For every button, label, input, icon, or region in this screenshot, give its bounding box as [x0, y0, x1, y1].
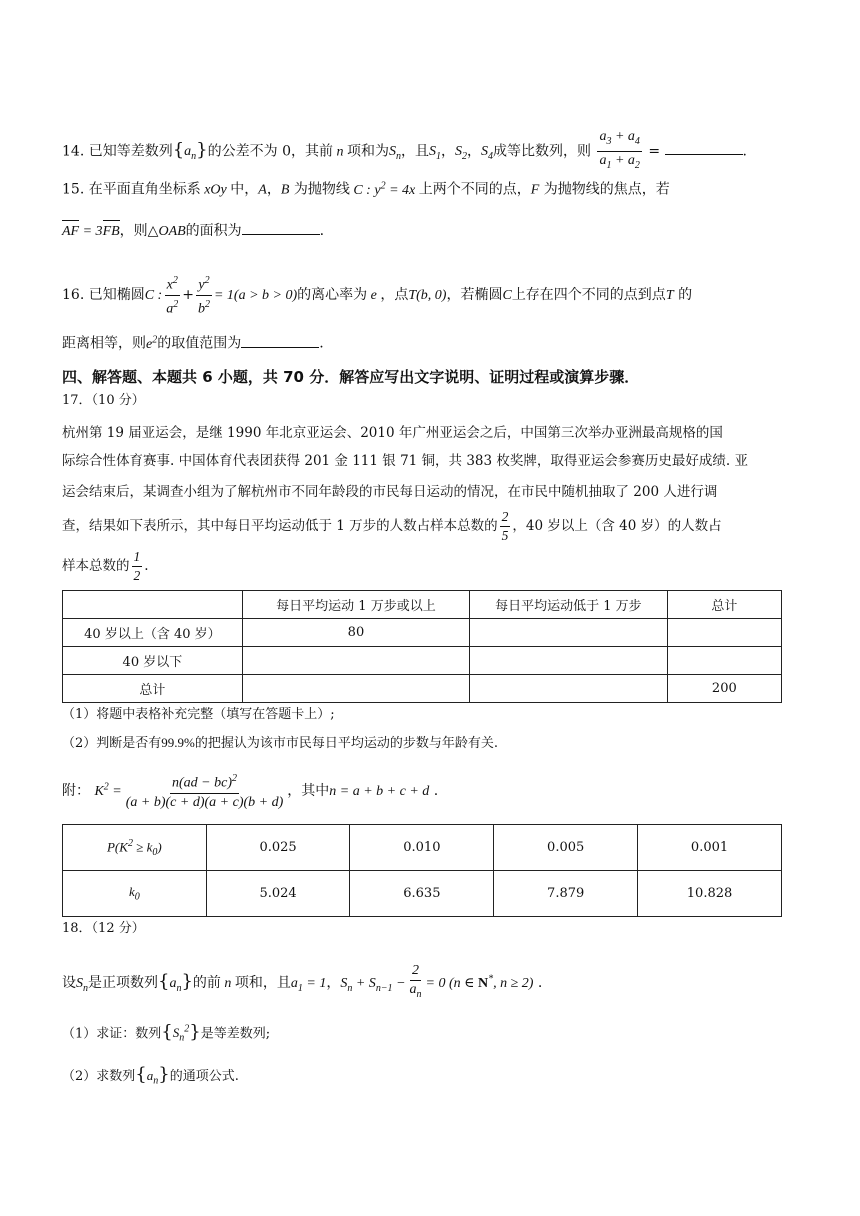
q18-subquestion-2: （2）求数列$\{a_n\}$的通项公式. — [62, 1064, 239, 1087]
question-14: 14. 已知等差数列$\{a_n\}$的公差不为 0，其前 n 项和为$S_n$，且$S_1$，$S_2$，$S_4$成等比数列，则 $\frac{a_3 + a_4}{a_1 + a_2}$ = . — [62, 128, 798, 175]
table-row: 总计 200 — [63, 675, 782, 703]
q17-line5: 样本总数的 $\frac{1}{2}$ . — [62, 549, 149, 583]
question-15: 15. 在平面直角坐标系 xOy 中，A，B 为抛物线 C : $y^2 = 4x$ 上两个不同的点，F 为抛物线的焦点，若 — [62, 180, 670, 198]
q17-subquestion-2: （2）判断是否有99.9%的把握认为该市市民每日平均运动的步数与年龄有关. — [62, 735, 499, 751]
critical-value-table — [62, 824, 782, 917]
k-squared-formula: 附： $K^2$ = $\frac{n(ad - bc)^2}{(a + b)(c + d)(a + c)(b + d)}$ ，其中n = a + b + c + d . — [62, 770, 798, 812]
answer-blank — [665, 140, 743, 155]
q18-statement: 设$S_n$是正项数列$\{a_n\}$的前 n 项和，且$a_1 = 1$，$S_n + S_{n-1}$ − $\frac{2}{a_n}$ = 0 (n ∈ N*, n ≥ 2) . — [62, 963, 543, 1000]
question-number: 14. — [62, 143, 85, 160]
table-row: 40 岁以下 — [63, 647, 782, 675]
q17-line4: 查，结果如下表所示，其中每日平均运动低于 1 万步的人数占样本总数的 $\frac{2}{5}$ ，40 岁以上（含 40 岁）的人数占 — [62, 509, 722, 543]
question-15-line2: AF = 3FB，则△OAB的面积为 . — [62, 220, 798, 242]
fraction: $\frac{a_3 + a_4}{a_1 + a_2}$ — [599, 129, 640, 171]
survey-table — [62, 590, 782, 703]
answer-blank — [241, 333, 319, 348]
exam-page: 14. 已知等差数列$\{a_n\}$的公差不为 0，其前 n 项和为$S_n$，且$S_1$，$S_2$，$S_4$成等比数列，则 $\frac{a_3 + a_4}{a_1 + a_2}$ = . 15. 在平面直角坐标系 xOy 中，A，B 为抛物线 C : $y^2 = 4x$ 上两个不同的点，F 为抛物线的焦点，若 AF = 3FB，则△OAB的面积为 . 16. 已知椭圆C : $\frac{x^2}{a^2}$ + $\frac{y^2}{b^2}$ = 1(a > b > 0)的离心率为 e ，点T(b, 0)，若椭圆C上存在四个不同的点到点T 的 距离相等，则$e^2$的取值范围为 . 四、解答题、本题共 6 小题，共 70 分．解答应写出文字说明、证明过程或演算步骤． 17．（10 分） 杭州第 19 届亚运会，是继 1990 年北京亚运会、2010 年广州亚运会之后，中国第三次举办亚洲最高规格的国 际综合性体育赛事. 中国体育代表团获得 201 金 111 银 71 铜，共 383 枚奖牌，取得亚运会参赛历史最好成绩. 亚 运会结束后，某调查小组为了解杭州市不同年龄段的市民每日运动的情况，在市民中随机抽取了 200 人进行调 查，结果如下表所示，其中每日平均运动低于 1 万步的人数占样本总数的 $\frac{2}{5}$ ，40 岁以上（含 40 岁）的人数占 样本总数的 $\frac{1}{2}$ . 每日平均运动 1 万步或以上 每日平均运动低于 1 万步 总计 40 岁以上（含 40 岁） 80 40 岁以下 总计 200 （1）将题中表格补充完整（填写在答题卡上）; （2）判断是否有99.9%的把握认为该市市民每日平均运动的步数与年龄有关. 附： $K^2$ = $\frac{n(ad - bc)^2}{(a + b)(c + d)(a + c)(b + d)}$ ，其中n = a + b + c + d . $P(K^2 \ge k_0)$ 0.025 0.010 0.005 0.001 $k_0$ 5.024 6.635 7.879 10.828 18．（12 分） 设$S_n$是正项数列$\{a_n\}$的前 n 项和，且$a_1 = 1$，$S_n + S_{n-1}$ − $\frac{2}{a_n}$ = 0 (n ∈ N*, n ≥ 2) . （1）求证：数列$\{S_n^2\}$是等差数列; （2）求数列$\{a_n\}$的通项公式. — [0, 0, 860, 1216]
table-row: $P(K^2 \ge k_0)$ 0.025 0.010 0.005 0.001 — [63, 825, 782, 871]
answer-blank — [242, 220, 320, 235]
section-heading: 四、解答题、本题共 6 小题，共 70 分．解答应写出文字说明、证明过程或演算步骤． — [62, 368, 640, 386]
q17-subquestion-1: （1）将题中表格补充完整（填写在答题卡上）; — [62, 707, 335, 722]
question-17-head: 17．（10 分） — [62, 393, 145, 408]
q18-subquestion-1: （1）求证：数列$\{S_n^2\}$是等差数列; — [62, 1021, 271, 1044]
table-row: 40 岁以上（含 40 岁） 80 — [63, 619, 782, 647]
question-18-head: 18．（12 分） — [62, 921, 145, 936]
q17-paragraph: 杭州第 19 届亚运会，是继 1990 年北京亚运会、2010 年广州亚运会之后，中国第三次举办亚洲最高规格的国 — [62, 425, 723, 441]
table-row: 每日平均运动 1 万步或以上 每日平均运动低于 1 万步 总计 — [63, 591, 782, 619]
table-row: $k_0$ 5.024 6.635 7.879 10.828 — [63, 871, 782, 917]
question-16-line2: 距离相等，则$e^2$的取值范围为 . — [62, 334, 324, 352]
question-16: 16. 已知椭圆C : $\frac{x^2}{a^2}$ + $\frac{y^2}{b^2}$ = 1(a > b > 0)的离心率为 e ，点T(b, 0)，若椭圆C上存在四个不同的点到点T 的 — [62, 272, 798, 318]
